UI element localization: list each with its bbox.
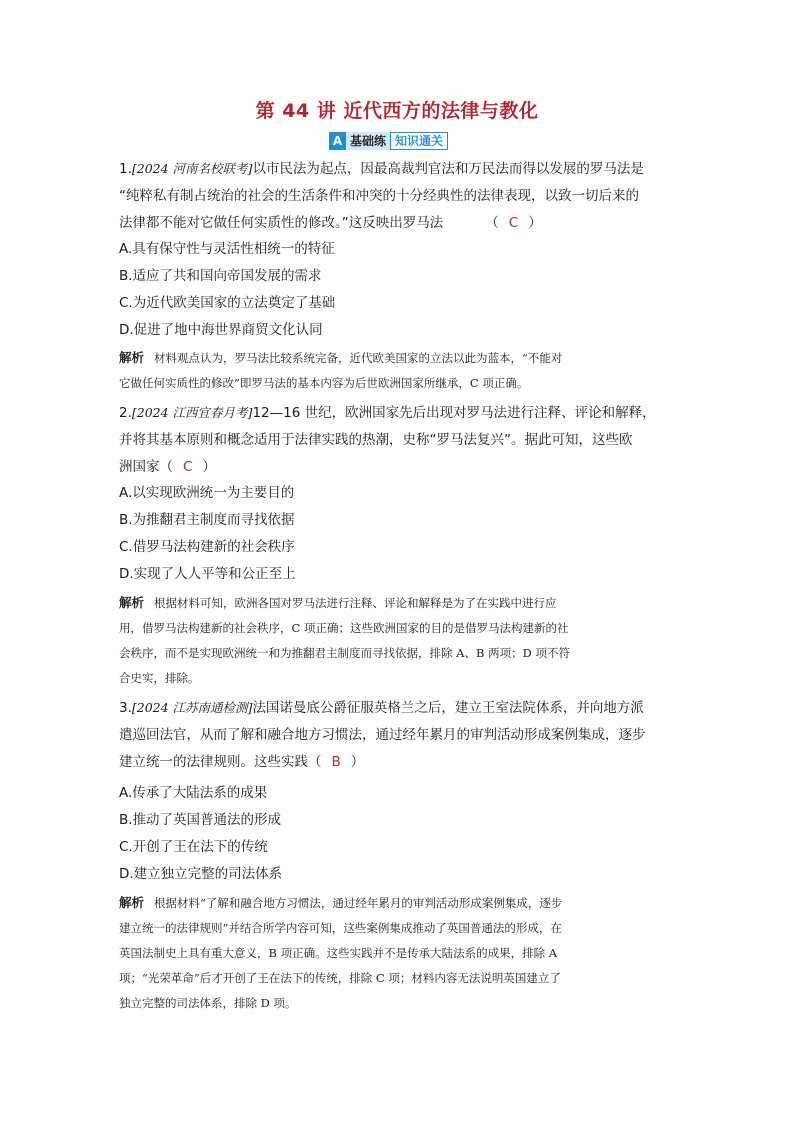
page-title: 第 44 讲 近代西方的法律与教化 bbox=[255, 100, 539, 122]
stem-line: 建立统一的法律规则。这些实践 bbox=[119, 754, 308, 770]
question-source: [2024 江苏南通检测] bbox=[131, 700, 253, 715]
explanation-line: 用，借罗马法构建新的社会秩序，C 项正确；这些欧洲国家的目的是借罗马法构建新的社 bbox=[119, 621, 569, 635]
option-b: B.为推翻君主制度而寻找依据 bbox=[119, 512, 295, 528]
question-2-explanation bbox=[119, 590, 679, 691]
stem-line: 法国诺曼底公爵征服英格兰之后，建立王室法院体系，并向地方派 bbox=[252, 700, 644, 716]
stem-line: 12—16 世纪，欧洲国家先后出现对罗马法进行注释、评论和解释， bbox=[252, 405, 656, 421]
paren-close: ） bbox=[528, 215, 542, 231]
explanation-line: 根据材料可知，欧洲各国对罗马法进行注释、评论和解释是为了在实践中进行应 bbox=[154, 596, 557, 610]
answer-mark: C bbox=[508, 215, 519, 231]
paren-close: ） bbox=[350, 754, 365, 770]
paren-open: （ bbox=[485, 215, 499, 231]
option-c: C.开创了王在法下的传统 bbox=[119, 839, 268, 855]
question-3-stem bbox=[119, 694, 679, 776]
option-a: A.具有保守性与灵活性相统一的特征 bbox=[119, 241, 335, 257]
option-a: A.以实现欧洲统一为主要目的 bbox=[119, 485, 295, 501]
question-number: 1. bbox=[119, 161, 132, 177]
explanation-line: 会秩序，而不是实现欧洲统一和为推翻君主制度而寻找依据，排除 A、B 两项；D 项不符 bbox=[119, 646, 570, 660]
explanation-line: 英国法制史上具有重大意义，B 项正确。这些实践并不是传承大陆法系的成果，排除 A bbox=[119, 946, 558, 960]
question-number: 2. bbox=[119, 405, 132, 421]
stem-line: “纯粹私有制占统治的社会的生活条件和冲突的十分经典性的法律表现，以致一切后来的 bbox=[119, 188, 639, 204]
option-c: C.借罗马法构建新的社会秩序 bbox=[119, 539, 295, 555]
stem-line: 遣巡回法官，从而了解和融合地方习惯法，通过经年累月的审判活动形成案例集成，逐步 bbox=[119, 727, 646, 743]
stem-line: 并将其基本原则和概念适用于法律实践的热潮，史称“罗马法复兴”。据此可知，这些欧 bbox=[119, 432, 633, 448]
badge-letter: A bbox=[329, 132, 346, 150]
explanation-tag: 解析 bbox=[119, 595, 145, 610]
option-d: D.实现了人人平等和公正至上 bbox=[119, 566, 296, 582]
explanation-line: 项；“光荣革命”后才开创了王在法下的传统，排除 C 项；材料内容无法说明英国建立了 bbox=[119, 971, 561, 985]
explanation-line: 材料观点认为，罗马法比较系统完备，近代欧美国家的立法以此为蓝本，“不能对 bbox=[154, 351, 563, 365]
explanation-tag: 解析 bbox=[119, 895, 145, 910]
question-number: 3. bbox=[119, 700, 132, 716]
option-c: C.为近代欧美国家的立法奠定了基础 bbox=[119, 295, 336, 311]
option-b: B.推动了英国普通法的形成 bbox=[119, 812, 282, 828]
explanation-line: 合史实，排除。 bbox=[119, 671, 200, 685]
section-badge bbox=[329, 132, 448, 150]
answer-mark: B bbox=[331, 754, 341, 770]
answer-mark: C bbox=[183, 459, 193, 475]
explanation-line: 它做任何实质性的修改”即罗马法的基本内容为后世欧洲国家所继承，C 项正确。 bbox=[119, 376, 529, 390]
stem-line: 法律都不能对它做任何实质性的修改。”这反映出罗马法 bbox=[119, 215, 444, 231]
explanation-tag: 解析 bbox=[119, 350, 145, 365]
question-source: [2024 河南名校联考] bbox=[131, 161, 253, 176]
paren-close: ） bbox=[202, 459, 216, 475]
badge-level-label: 基础练 bbox=[346, 132, 390, 150]
explanation-line: 根据材料“了解和融合地方习惯法，通过经年累月的审判活动形成案例集成，逐步 bbox=[154, 896, 563, 910]
option-b: B.适应了共和国向帝国发展的需求 bbox=[119, 268, 322, 284]
stem-line: 洲国家 bbox=[119, 459, 160, 475]
stem-line: 以市民法为起点，因最高裁判官法和万民法而得以发展的罗马法是 bbox=[252, 161, 644, 177]
option-d: D.促进了地中海世界商贸文化认同 bbox=[119, 322, 323, 338]
question-source: [2024 江西宜春月考] bbox=[131, 405, 253, 420]
explanation-line: 独立完整的司法体系，排除 D 项。 bbox=[119, 996, 297, 1010]
question-1-explanation bbox=[119, 345, 679, 396]
option-a: A.传承了大陆法系的成果 bbox=[119, 785, 268, 801]
question-2-stem bbox=[119, 399, 679, 481]
badge-topic-label: 知识通关 bbox=[390, 132, 448, 150]
option-d: D.建立独立完整的司法体系 bbox=[119, 866, 283, 882]
question-3-explanation bbox=[119, 890, 679, 1016]
paren-open: （ bbox=[308, 754, 322, 770]
explanation-line: 建立统一的法律规则”并结合所学内容可知，这些案例集成推动了英国普通法的形成，在 bbox=[119, 921, 562, 935]
question-1-stem bbox=[119, 155, 679, 237]
paren-open: （ bbox=[159, 459, 173, 475]
